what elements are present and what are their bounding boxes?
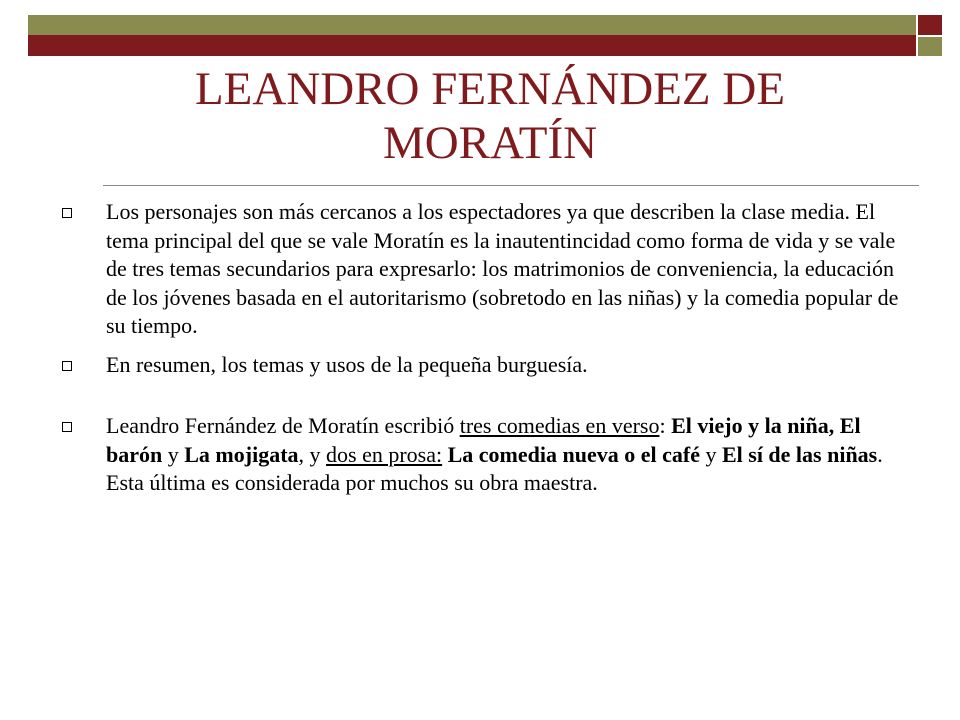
bullet-list bbox=[52, 198, 910, 498]
bullet-item bbox=[52, 412, 910, 498]
work-title: El viejo y la niña, El barón bbox=[106, 413, 861, 467]
text-run: : bbox=[659, 413, 672, 438]
corner-square-olive bbox=[918, 37, 942, 56]
corner-square-maroon bbox=[918, 15, 942, 35]
text-run: Leandro Fernández de Moratín escribió bbox=[106, 413, 460, 438]
underlined-text: dos en prosa: bbox=[326, 441, 443, 467]
hollow-square-bullet-icon bbox=[62, 208, 72, 218]
text-run: y bbox=[699, 441, 722, 467]
work-title: La comedia nueva o el café bbox=[447, 441, 700, 467]
hollow-square-bullet-icon bbox=[62, 361, 72, 371]
header-band-maroon bbox=[28, 35, 916, 56]
bullet-text bbox=[106, 413, 883, 495]
text-run: y bbox=[162, 441, 185, 467]
text-run: . Esta última es considerada por muchos su obra maestra. bbox=[106, 441, 883, 495]
work-title: El sí de las niñas bbox=[721, 441, 878, 467]
slide-title: LEANDRO FERNÁNDEZ DE MORATÍN bbox=[194, 63, 786, 169]
bullet-item bbox=[52, 198, 910, 341]
hollow-square-bullet-icon bbox=[62, 422, 72, 432]
title-divider bbox=[103, 185, 919, 186]
header-band-olive bbox=[28, 15, 916, 35]
bullet-text: Los personajes son más cercanos a los espectadores ya que describen la clase media. El tema principal del que se vale Moratín es la inautentincidad como forma de vida y se vale de tres temas secundarios para expresarlo: los matrimonios de conveniencia, la educación de los jóvenes basada en el autoritarismo (sobretodo en las niñas) y la comedia popular de su tiempo. bbox=[106, 199, 899, 338]
bullet-text: En resumen, los temas y usos de la pequeña burguesía. bbox=[106, 351, 588, 377]
text-run: , y bbox=[298, 441, 327, 467]
work-title: La mojigata bbox=[184, 441, 299, 467]
underlined-text: tres comedias en verso bbox=[459, 413, 660, 438]
bullet-item bbox=[52, 351, 910, 380]
